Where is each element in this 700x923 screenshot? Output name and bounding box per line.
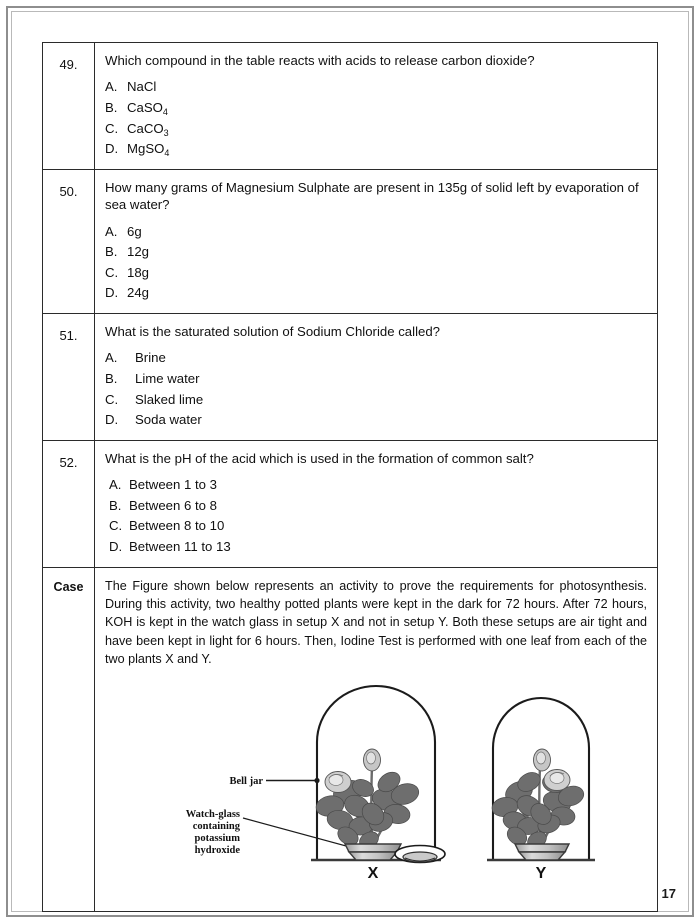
option-list [105, 348, 647, 430]
option-item[interactable] [109, 475, 647, 496]
page-number: 17 [661, 886, 676, 901]
option-item[interactable] [105, 263, 647, 284]
option-list [105, 222, 647, 304]
option-text: CaSO$_4$ [127, 100, 168, 118]
option-letter: A. [105, 223, 118, 239]
bell-jar-label: Bell jar [229, 776, 263, 788]
option-letter: C. [105, 264, 119, 280]
option-item[interactable] [105, 242, 647, 263]
option-letter: B. [105, 244, 118, 260]
case-label: Case [43, 567, 95, 912]
subscript: 4 [164, 148, 170, 159]
setup-x-label: X [367, 865, 379, 883]
option-item[interactable] [105, 390, 647, 411]
flower-right-y [544, 770, 570, 791]
question-number: 49. [43, 43, 95, 170]
option-text: Soda water [135, 412, 202, 428]
option-item[interactable] [105, 369, 647, 390]
option-text: 24g [127, 285, 150, 301]
option-item[interactable] [105, 348, 647, 369]
option-text: MgSO$_4$ [127, 141, 170, 159]
option-letter: B. [105, 371, 118, 387]
option-letter: D. [105, 285, 119, 301]
table-row [43, 43, 658, 170]
option-text: Between 11 to 13 [129, 539, 231, 555]
question-body [95, 440, 658, 567]
option-item[interactable] [109, 537, 647, 558]
flower-top-y [534, 749, 551, 771]
option-item[interactable] [105, 119, 647, 140]
option-letter: A. [105, 350, 118, 366]
watch-glass-label-line3: potassium [194, 833, 240, 845]
option-letter: D. [109, 539, 123, 555]
table-row [43, 169, 658, 313]
option-letter: D. [105, 412, 119, 428]
flower-top-x [364, 749, 381, 771]
option-text: Between 8 to 10 [129, 518, 225, 534]
option-item[interactable] [105, 222, 647, 243]
option-text: 18g [127, 264, 150, 280]
question-stem: Which compound in the table reacts with acids to release carbon dioxide? [105, 53, 535, 68]
question-body [95, 169, 658, 313]
question-stem: How many grams of Magnesium Sulphate are present in 135g of solid left by evaporation of sea water? [105, 179, 639, 213]
table-row [43, 314, 658, 441]
photosynthesis-figure [105, 674, 647, 902]
case-body [95, 567, 658, 912]
option-text: Slaked lime [135, 391, 204, 407]
option-text: NaCl [127, 79, 157, 95]
question-number: 50. [43, 169, 95, 313]
plant-y-leaves [491, 769, 587, 852]
option-letter: D. [105, 141, 119, 157]
option-item[interactable] [105, 410, 647, 431]
flower-pot-x [345, 844, 401, 860]
option-text: CaCO$_3$ [127, 120, 169, 138]
option-item[interactable] [105, 283, 647, 304]
question-number: 51. [43, 314, 95, 441]
question-body [95, 43, 658, 170]
option-text: Brine [135, 350, 166, 366]
table-row [43, 440, 658, 567]
watch-glass-x [395, 846, 445, 863]
option-item[interactable] [109, 516, 647, 537]
option-letter: C. [109, 518, 123, 534]
question-stem: What is the pH of the acid which is used in the formation of common salt? [105, 450, 534, 466]
watch-glass-label-line1: Watch-glass [185, 809, 240, 821]
option-item[interactable] [109, 496, 647, 517]
watch-glass-label-line2: containing [192, 821, 240, 833]
subscript: 4 [162, 107, 168, 118]
watch-glass-label-line4: hydroxide [194, 845, 240, 857]
question-stem: What is the saturated solution of Sodium Chloride called? [105, 324, 440, 340]
option-text: 6g [127, 223, 142, 239]
flower-left-x [325, 772, 351, 793]
option-text: Between 6 to 8 [129, 497, 217, 513]
subscript: 3 [163, 127, 169, 138]
option-text: Between 1 to 3 [129, 477, 217, 493]
question-body [95, 314, 658, 441]
case-paragraph: The Figure shown below represents an activity to prove the requirements for photosynthesis. During this activity, two healthy potted plants were kept in the dark for 72 hours. After 72 hours, KOH is kept in the watch glass in setup X and not in setup Y. Both these setups are air tight and have been kept in light for 6 hours. Then, Iodine Test is performed with one leaf from each of the two plants X and Y. [105, 578, 647, 667]
setup-x-group [311, 686, 445, 882]
question-number: 52. [43, 440, 95, 567]
option-letter: A. [105, 79, 118, 95]
table-row-case [43, 567, 658, 912]
option-letter: C. [105, 391, 119, 407]
option-letter: B. [105, 100, 118, 116]
option-text: Lime water [135, 371, 200, 387]
bell-jar-diagram-svg [105, 674, 645, 900]
questions-table [42, 42, 658, 912]
setup-y-group [487, 698, 595, 882]
option-letter: B. [109, 497, 122, 513]
option-item[interactable] [105, 77, 647, 98]
option-letter: C. [105, 120, 119, 136]
option-list [105, 475, 647, 557]
flower-pot-y [515, 844, 569, 860]
option-text: 12g [127, 244, 150, 260]
option-letter: A. [109, 477, 122, 493]
option-item[interactable] [105, 139, 647, 160]
option-list [105, 77, 647, 159]
setup-y-label: Y [535, 865, 547, 883]
option-item[interactable] [105, 98, 647, 119]
